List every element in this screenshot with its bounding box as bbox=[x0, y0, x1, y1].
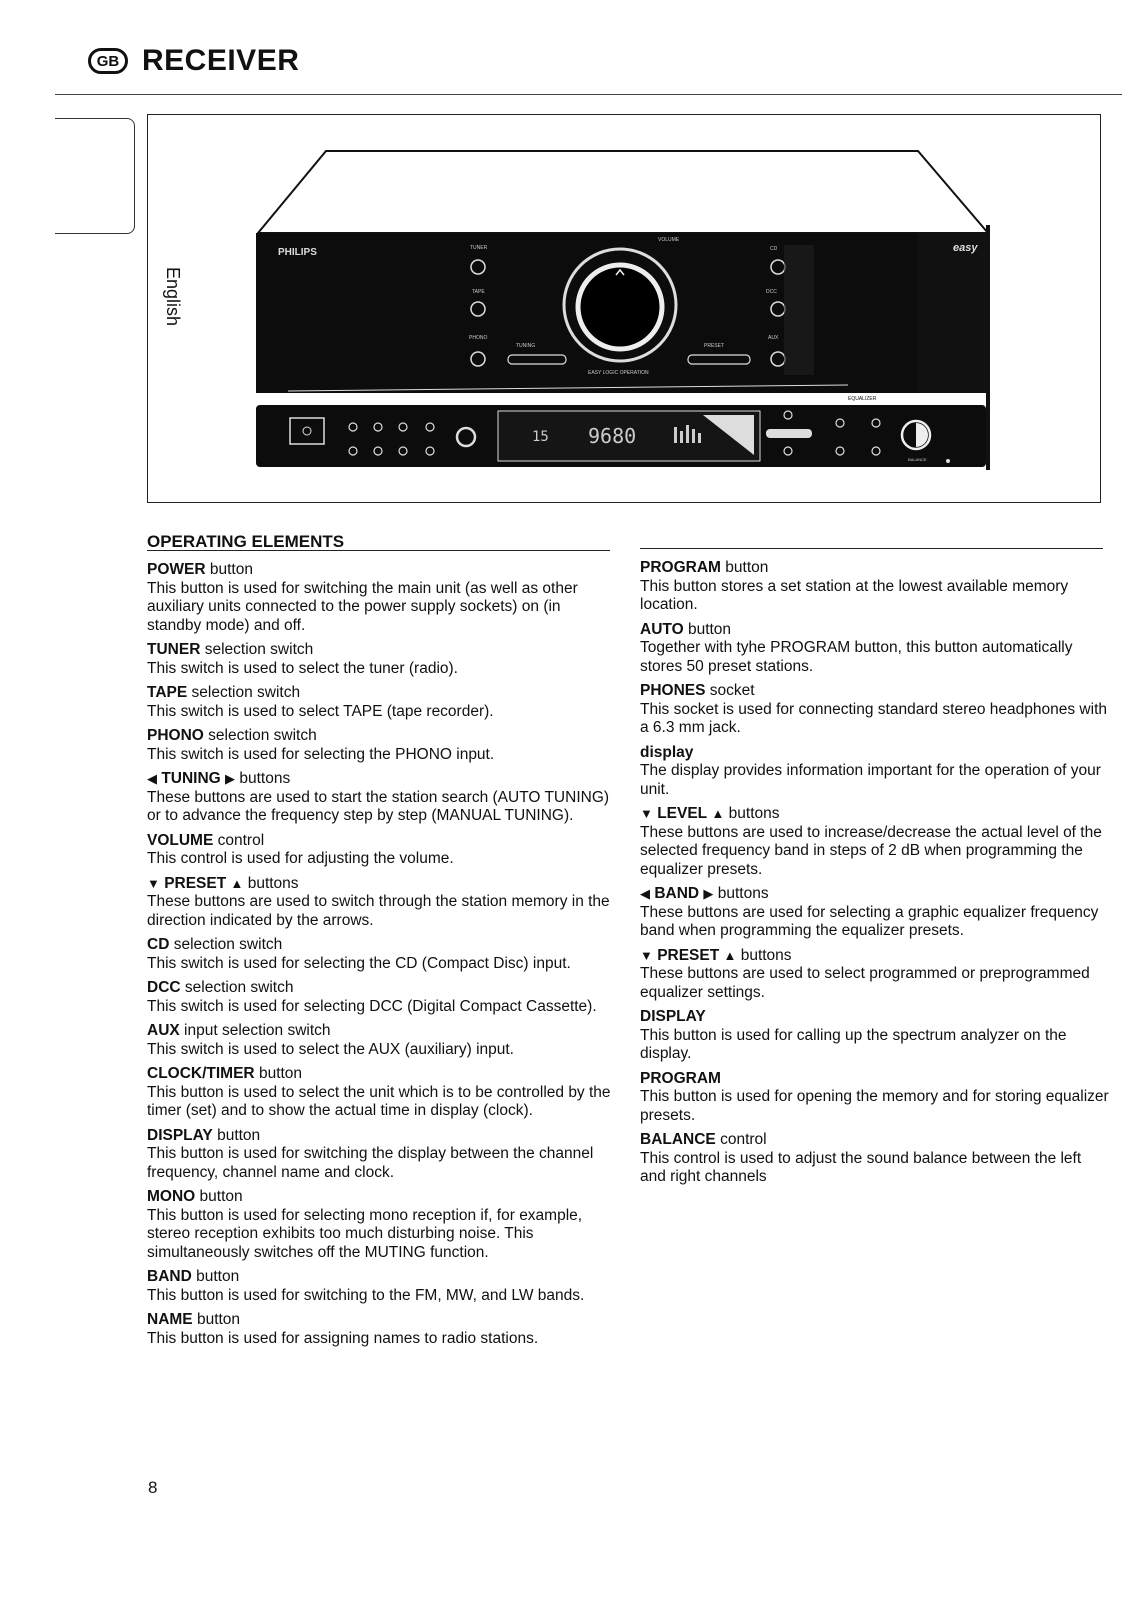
entry-term: CD bbox=[147, 936, 170, 953]
entry-term: BAND bbox=[654, 885, 700, 902]
entry-type: button bbox=[687, 620, 732, 638]
brand-logo: PHILIPS bbox=[278, 247, 317, 258]
page-title: RECEIVER bbox=[142, 44, 300, 77]
entry-description: This socket is used for connecting standard stereo headphones with a 6.3 mm jack. bbox=[640, 700, 1107, 736]
entry-term: TUNING bbox=[161, 770, 221, 787]
operating-element-entry bbox=[147, 770, 617, 826]
language-tab bbox=[55, 118, 183, 327]
operating-element-entry bbox=[147, 979, 617, 1016]
header-divider bbox=[55, 94, 1122, 95]
entry-title-line bbox=[640, 1008, 1110, 1027]
entry-term: PROGRAM bbox=[640, 1069, 721, 1087]
entry-description: This button is used for assigning names to radio stations. bbox=[147, 1329, 539, 1347]
entry-description: These buttons are used to start the station search (AUTO TUNING) or to advance the frequency step by step (MANUAL TUNING). bbox=[147, 788, 610, 824]
operating-element-entry bbox=[640, 947, 1110, 1003]
entry-title-line bbox=[147, 770, 617, 789]
entry-description: The display provides information important for the operation of your unit. bbox=[640, 762, 1101, 798]
country-badge: GB bbox=[88, 48, 128, 74]
entry-type: buttons bbox=[728, 805, 780, 822]
entry-title-line bbox=[147, 832, 617, 851]
right-column bbox=[640, 559, 1110, 1193]
operating-element-entry bbox=[640, 1008, 1110, 1064]
entry-description: This button is used for switching the main unit (as well as other auxiliary units connected to the power supply sockets) on (in standby mode) and off. bbox=[147, 579, 578, 634]
entry-description: This switch is used for selecting the PHONO input. bbox=[147, 745, 495, 763]
label-tape: TAPE bbox=[472, 289, 485, 295]
entry-type: socket bbox=[709, 682, 755, 699]
entry-description: This button stores a set station at the lowest available memory location. bbox=[640, 577, 1069, 613]
label-phono: PHONO bbox=[469, 335, 488, 341]
operating-element-entry bbox=[147, 561, 617, 635]
entry-title-line bbox=[640, 1131, 1110, 1150]
label-cd: CD bbox=[770, 246, 778, 252]
entry-term: NAME bbox=[147, 1311, 193, 1328]
entry-title-line bbox=[147, 561, 617, 580]
entry-title-line bbox=[147, 1127, 617, 1146]
entry-type: button bbox=[258, 1065, 303, 1082]
entry-title-line bbox=[147, 1065, 617, 1084]
band-buttons bbox=[766, 429, 812, 438]
entry-description: This button is used for calling up the spectrum analyzer on the display. bbox=[640, 1026, 1067, 1062]
operating-element-entry bbox=[640, 682, 1110, 738]
entry-description: This button is used to select the unit which is to be controlled by the timer (set) and to show the actual time in display (clock). bbox=[147, 1083, 611, 1119]
entry-description: Together with tyhe PROGRAM button, this button automatically stores 50 preset stations. bbox=[640, 639, 1073, 675]
entry-term: PHONES bbox=[640, 682, 706, 699]
entry-type: control bbox=[217, 831, 265, 849]
operating-element-entry bbox=[147, 1127, 617, 1183]
entry-term: POWER bbox=[147, 561, 206, 578]
entry-description: This control is used to adjust the sound balance between the left and right channels bbox=[640, 1149, 1082, 1185]
entry-title-line bbox=[147, 1022, 617, 1041]
entry-description: This button is used for selecting mono reception if, for example, stereo reception exhibits too much disturbing noise. This simultaneously switches off the MUTING function. bbox=[147, 1206, 583, 1261]
entry-term: VOLUME bbox=[147, 831, 214, 849]
entry-type: buttons bbox=[239, 770, 291, 787]
arrow-right-icon: ▶ bbox=[703, 886, 714, 901]
operating-element-entry bbox=[640, 744, 1110, 800]
entry-type: button bbox=[725, 559, 769, 576]
entry-title-line bbox=[640, 621, 1110, 640]
section-heading-rule-left bbox=[147, 550, 610, 551]
entry-description: This button is used for switching to the FM, MW, and LW bands. bbox=[147, 1286, 585, 1304]
label-easy-logic: EASY LOGIC OPERATION bbox=[588, 370, 649, 376]
entry-type: control bbox=[720, 1131, 767, 1148]
entry-title-line bbox=[147, 684, 617, 703]
volume-knob bbox=[578, 265, 662, 349]
entry-title-line bbox=[147, 936, 617, 955]
entry-type: button bbox=[196, 1268, 240, 1285]
entry-description: This switch is used to select the AUX (auxiliary) input. bbox=[147, 1040, 514, 1058]
entry-type: selection switch bbox=[184, 979, 294, 996]
operating-element-entry bbox=[147, 1188, 617, 1262]
label-equalizer: EQUALIZER bbox=[848, 396, 877, 402]
arrow-left-icon: ▼ bbox=[640, 806, 653, 821]
arrow-left-icon: ◀ bbox=[640, 886, 650, 901]
operating-element-entry bbox=[147, 936, 617, 973]
entry-title-line bbox=[147, 1268, 617, 1287]
entry-term: DISPLAY bbox=[147, 1126, 213, 1144]
entry-title-line bbox=[640, 682, 1110, 701]
operating-element-entry bbox=[147, 641, 617, 678]
entry-term: DCC bbox=[147, 979, 181, 996]
entry-type: input selection switch bbox=[184, 1022, 331, 1039]
entry-type: selection switch bbox=[204, 641, 314, 658]
entry-term: PHONO bbox=[147, 727, 204, 744]
operating-element-entry bbox=[640, 805, 1110, 879]
operating-element-entry bbox=[147, 1311, 617, 1348]
page-header bbox=[88, 44, 299, 78]
operating-element-entry bbox=[147, 832, 617, 869]
operating-element-entry bbox=[147, 1022, 617, 1059]
entry-title-line bbox=[640, 559, 1110, 578]
entry-description: This switch is used for selecting DCC (Digital Compact Cassette). bbox=[147, 997, 597, 1015]
operating-element-entry bbox=[640, 1070, 1110, 1126]
operating-element-entry bbox=[640, 885, 1110, 941]
entry-description: This button is used for opening the memory and for storing equalizer presets. bbox=[640, 1088, 1109, 1124]
receiver-illustration bbox=[147, 114, 1101, 503]
entry-term: AUX bbox=[147, 1022, 180, 1039]
entry-description: This switch is used for selecting the CD (Compact Disc) input. bbox=[147, 954, 571, 972]
entry-description: This switch is used to select the tuner (radio). bbox=[147, 659, 458, 677]
entry-term: PRESET bbox=[164, 874, 227, 892]
entry-description: This switch is used to select TAPE (tape recorder). bbox=[147, 702, 494, 720]
label-aux: AUX bbox=[768, 335, 779, 341]
operating-element-entry bbox=[640, 559, 1110, 615]
entry-term: AUTO bbox=[640, 620, 684, 638]
entry-title-line bbox=[640, 885, 1110, 904]
left-column bbox=[147, 561, 617, 1354]
label-dcc: DCC bbox=[766, 289, 777, 295]
section-heading-rule-right bbox=[640, 548, 1103, 549]
arrow-right-icon: ▲ bbox=[230, 875, 244, 891]
arrow-left-icon: ▼ bbox=[640, 947, 653, 963]
entry-term: BAND bbox=[147, 1268, 192, 1285]
operating-element-entry bbox=[147, 1065, 617, 1121]
entry-type: selection switch bbox=[191, 684, 301, 701]
arrow-right-icon: ▶ bbox=[225, 771, 236, 786]
entry-type: button bbox=[196, 1311, 241, 1328]
easy-logo: easy bbox=[953, 242, 978, 254]
entry-title-line bbox=[147, 641, 617, 660]
receiver-drawing bbox=[148, 115, 1099, 501]
label-tuning: TUNING bbox=[516, 343, 536, 349]
entry-type: buttons bbox=[740, 946, 792, 964]
arrow-left-icon: ▼ bbox=[147, 875, 160, 891]
entry-term: BALANCE bbox=[640, 1131, 716, 1148]
entry-description: These buttons are used to increase/decrease the actual level of the selected frequency band in steps of 2 dB when programming the equalizer presets. bbox=[640, 823, 1102, 878]
entry-term: PRESET bbox=[657, 946, 720, 964]
entry-title-line bbox=[640, 744, 1110, 763]
entry-title-line bbox=[147, 1188, 617, 1207]
label-tuner: TUNER bbox=[470, 245, 488, 251]
page-number: 8 bbox=[148, 1478, 158, 1497]
entry-type: selection switch bbox=[208, 727, 317, 744]
entry-term: MONO bbox=[147, 1188, 196, 1205]
entry-description: This control is used for adjusting the volume. bbox=[147, 850, 454, 867]
entry-term: LEVEL bbox=[657, 805, 708, 822]
entry-term: DISPLAY bbox=[640, 1008, 706, 1025]
language-tab-label: English bbox=[163, 267, 183, 327]
label-balance: BALANCE bbox=[908, 457, 927, 462]
arrow-left-icon: ◀ bbox=[147, 771, 157, 786]
entry-term: CLOCK/TIMER bbox=[147, 1065, 255, 1082]
entry-type: selection switch bbox=[173, 936, 283, 953]
entry-type: buttons bbox=[247, 874, 299, 892]
entry-type: button bbox=[209, 561, 253, 578]
entry-description: This button is used for switching the display between the channel frequency, channel name and clock. bbox=[147, 1145, 594, 1181]
entry-title-line bbox=[147, 875, 617, 894]
entry-term: display bbox=[640, 743, 694, 761]
entry-type: button bbox=[217, 1126, 261, 1144]
operating-element-entry bbox=[147, 875, 617, 931]
entry-title-line bbox=[640, 805, 1110, 824]
display-channel: 15 bbox=[532, 429, 549, 445]
label-preset: PRESET bbox=[704, 343, 725, 349]
entry-description: These buttons are used to select programmed or preprogrammed equalizer settings. bbox=[640, 965, 1090, 1001]
operating-element-entry bbox=[640, 621, 1110, 677]
operating-element-entry bbox=[147, 684, 617, 721]
entry-term: TUNER bbox=[147, 641, 201, 658]
entry-title-line bbox=[147, 1311, 617, 1330]
arrow-right-icon: ▲ bbox=[711, 806, 725, 821]
entry-type: buttons bbox=[717, 885, 769, 902]
arrow-right-icon: ▲ bbox=[723, 947, 737, 963]
entry-title-line bbox=[147, 727, 617, 746]
entry-title-line bbox=[640, 1070, 1110, 1089]
operating-element-entry bbox=[640, 1131, 1110, 1187]
label-volume: VOLUME bbox=[658, 237, 680, 243]
entry-term: TAPE bbox=[147, 684, 188, 701]
operating-element-entry bbox=[147, 727, 617, 764]
operating-element-entry bbox=[147, 1268, 617, 1305]
entry-type: button bbox=[199, 1188, 243, 1205]
display-frequency: 9680 bbox=[588, 424, 637, 448]
section-heading: OPERATING ELEMENTS bbox=[147, 532, 345, 551]
entry-title-line bbox=[640, 947, 1110, 966]
receiver-top-cover bbox=[258, 151, 988, 233]
entry-title-line bbox=[147, 979, 617, 998]
entry-term: PROGRAM bbox=[640, 559, 721, 576]
entry-description: These buttons are used to switch through the station memory in the direction indicated by the arrows. bbox=[147, 893, 610, 929]
entry-description: These buttons are used for selecting a graphic equalizer frequency band when programming the equalizer presets. bbox=[640, 903, 1099, 939]
